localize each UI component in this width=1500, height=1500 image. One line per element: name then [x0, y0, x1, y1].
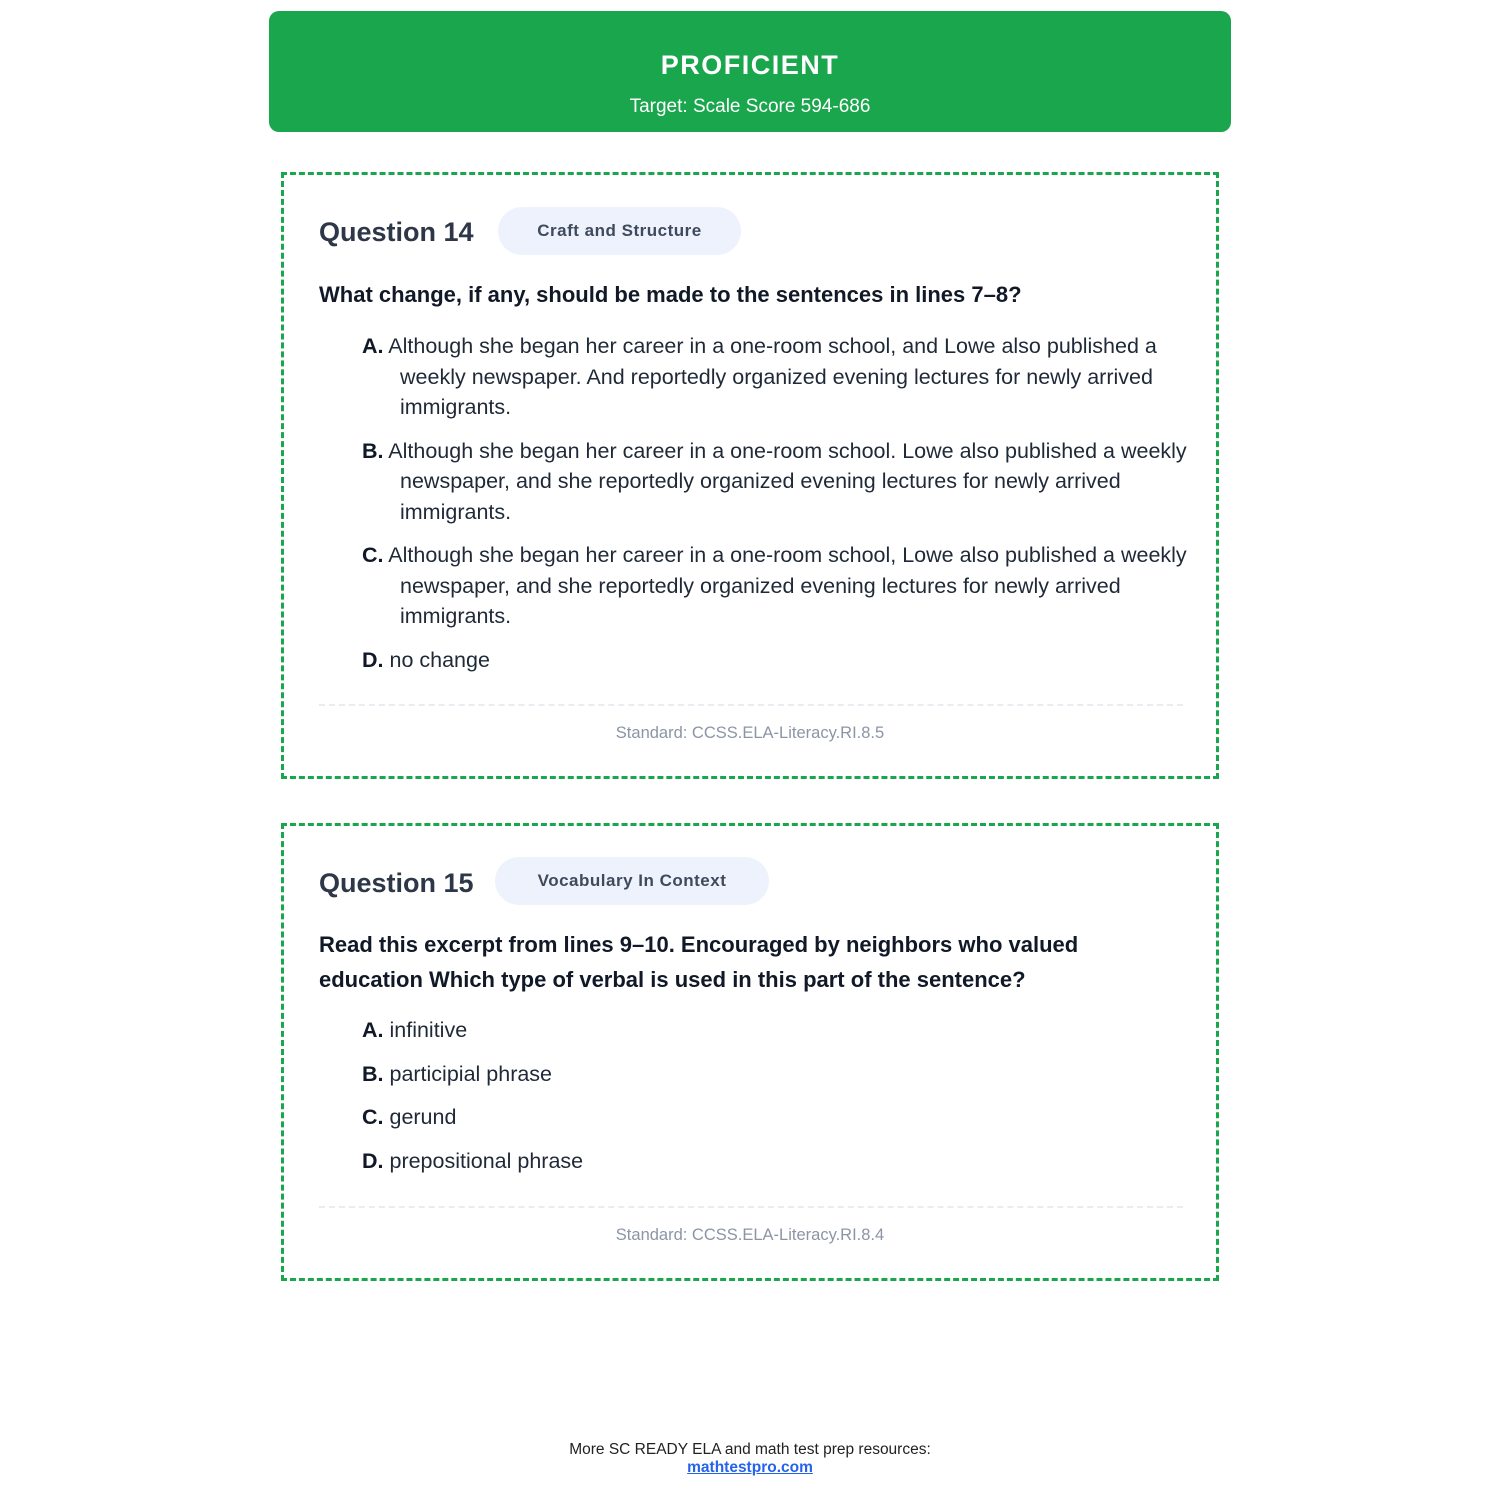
option-text: no change [389, 647, 490, 672]
option-text: gerund [389, 1105, 457, 1129]
category-tag: Craft and Structure [498, 207, 741, 255]
option-letter: C. [362, 1105, 384, 1129]
answer-options [362, 331, 1192, 688]
option-text: participial phrase [389, 1061, 553, 1086]
banner-subtitle: Target: Scale Score 594-686 [629, 96, 871, 117]
answer-options [362, 1015, 1192, 1189]
option-letter: D. [362, 1148, 384, 1173]
divider [319, 704, 1183, 706]
option-letter: A. [362, 1018, 384, 1042]
proficiency-banner [269, 11, 1231, 132]
banner-title: PROFICIENT [660, 50, 840, 80]
option-letter: B. [362, 1061, 384, 1086]
option-text: Although she began her career in a one-room school, and Lowe also published a weekly newspaper. And reportedly organized evening lectures for newly arrived immigrants. [388, 334, 1157, 419]
footer-text: More SC READY ELA and math test prep resources: [569, 1441, 931, 1458]
answer-option-a[interactable] [362, 331, 1192, 423]
footer-link[interactable]: mathtestpro.com [687, 1459, 813, 1476]
option-text: Although she began her career in a one-room school. Lowe also published a weekly newspaper, and she reportedly organized evening lectures for newly arrived immigrants. [388, 438, 1187, 524]
standard-label: Standard: CCSS.ELA-Literacy.RI.8.4 [615, 1226, 885, 1244]
answer-option-d[interactable] [362, 1146, 1192, 1177]
option-letter: C. [362, 543, 384, 567]
question-card-14 [281, 172, 1219, 779]
option-letter: B. [362, 438, 384, 463]
question-prompt: What change, if any, should be made to the sentences in lines 7–8? [319, 282, 1022, 307]
footer [0, 1441, 1500, 1477]
option-text: Although she began her career in a one-room school, Lowe also published a weekly newspaper, and she reportedly organized evening lectures for newly arrived immigrants. [388, 543, 1187, 628]
question-prompt: Read this excerpt from lines 9–10. Encouraged by neighbors who valued education Which type of verbal is used in this part of the sentence? [319, 932, 1079, 992]
answer-option-c[interactable] [362, 540, 1192, 632]
option-letter: A. [362, 334, 384, 358]
answer-option-d[interactable] [362, 645, 1192, 676]
option-letter: D. [362, 647, 384, 672]
category-tag: Vocabulary In Context [495, 857, 769, 905]
question-number: Question 14 [319, 217, 474, 247]
question-card-15 [281, 823, 1219, 1281]
question-number: Question 15 [319, 868, 474, 898]
option-text: infinitive [389, 1018, 468, 1042]
answer-option-a[interactable] [362, 1015, 1192, 1046]
option-text: prepositional phrase [389, 1148, 584, 1173]
answer-option-b[interactable] [362, 1059, 1192, 1090]
answer-option-c[interactable] [362, 1102, 1192, 1133]
standard-label: Standard: CCSS.ELA-Literacy.RI.8.5 [615, 724, 885, 742]
divider [319, 1206, 1183, 1208]
answer-option-b[interactable] [362, 436, 1192, 528]
